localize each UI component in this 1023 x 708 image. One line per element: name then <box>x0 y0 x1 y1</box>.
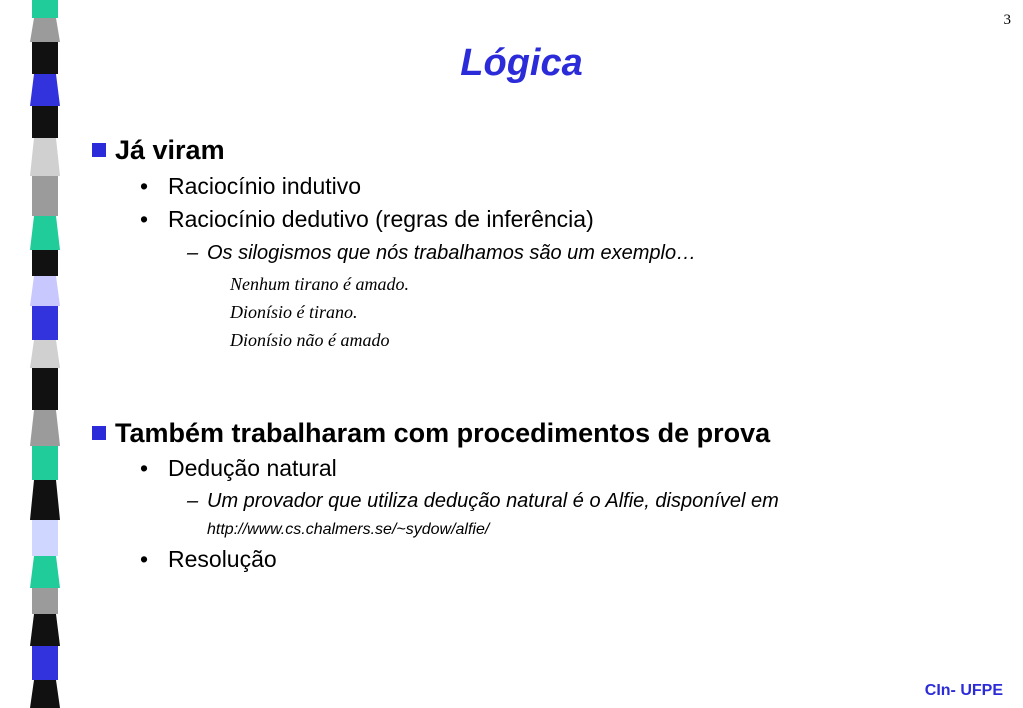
syllogism-line-3: Dionísio não é amado <box>230 330 390 350</box>
sub-bullet-alfie: – Um provador que utiliza dedução natural é o Alfie, disponível em <box>187 490 779 512</box>
side-bar-block <box>30 18 60 42</box>
bullet-ja-viram <box>92 135 225 166</box>
side-bar-block <box>30 410 60 446</box>
syllogism-line-1: Nenhum tirano é amado. <box>230 274 409 294</box>
syllogism-line-2: Dionísio é tirano. <box>230 302 358 322</box>
bullet-raciocinio-dedutivo: • Raciocínio dedutivo (regras de inferência) <box>140 206 594 232</box>
square-bullet-icon <box>92 143 106 157</box>
bullet-procedimentos-de-prova <box>92 418 770 449</box>
side-bar-block <box>30 340 60 368</box>
side-bar-block <box>30 276 60 306</box>
alfie-url: http://www.cs.chalmers.se/~sydow/alfie/ <box>207 521 490 538</box>
footer-cin-ufpe: CIn- UFPE <box>924 682 1003 699</box>
side-bar-block <box>32 368 58 410</box>
side-bar-block <box>32 176 58 216</box>
bullet-dot-icon: • <box>140 206 149 232</box>
bullet-dot-icon: • <box>140 546 149 572</box>
dash-bullet-icon: – <box>187 242 199 264</box>
decorative-side-bar <box>0 0 75 708</box>
side-bar-block <box>30 556 60 588</box>
bullet-dot-icon: • <box>140 173 149 199</box>
side-bar-block <box>30 138 60 176</box>
bullet-resolucao: • Resolução <box>140 546 277 572</box>
side-bar-block <box>30 614 60 646</box>
page-number: 3 <box>1003 12 1011 28</box>
bullet-dot-icon: • <box>140 455 149 481</box>
side-bar-block <box>32 0 58 18</box>
side-bar-block <box>32 106 58 138</box>
section2-heading: Também trabalharam com procedimentos de prova <box>115 418 771 448</box>
side-bar-block <box>32 250 58 276</box>
side-bar-block <box>32 446 58 480</box>
side-bar-block <box>32 520 58 556</box>
side-bar-block <box>30 216 60 250</box>
side-bar-block <box>30 480 60 520</box>
section1-heading: Já viram <box>115 135 225 165</box>
side-bar-block <box>30 680 60 708</box>
bullet-deducao-natural: • Dedução natural <box>140 455 337 481</box>
square-bullet-icon <box>92 426 106 440</box>
sub-bullet-silogismos: – Os silogismos que nós trabalhamos são um exemplo… <box>187 242 697 264</box>
slide-title: Lógica <box>460 42 583 84</box>
bullet-raciocinio-indutivo: • Raciocínio indutivo <box>140 173 362 199</box>
side-bar-block <box>32 646 58 680</box>
dash-bullet-icon: – <box>187 490 199 512</box>
side-bar-block <box>32 306 58 340</box>
side-bar-block <box>32 588 58 614</box>
